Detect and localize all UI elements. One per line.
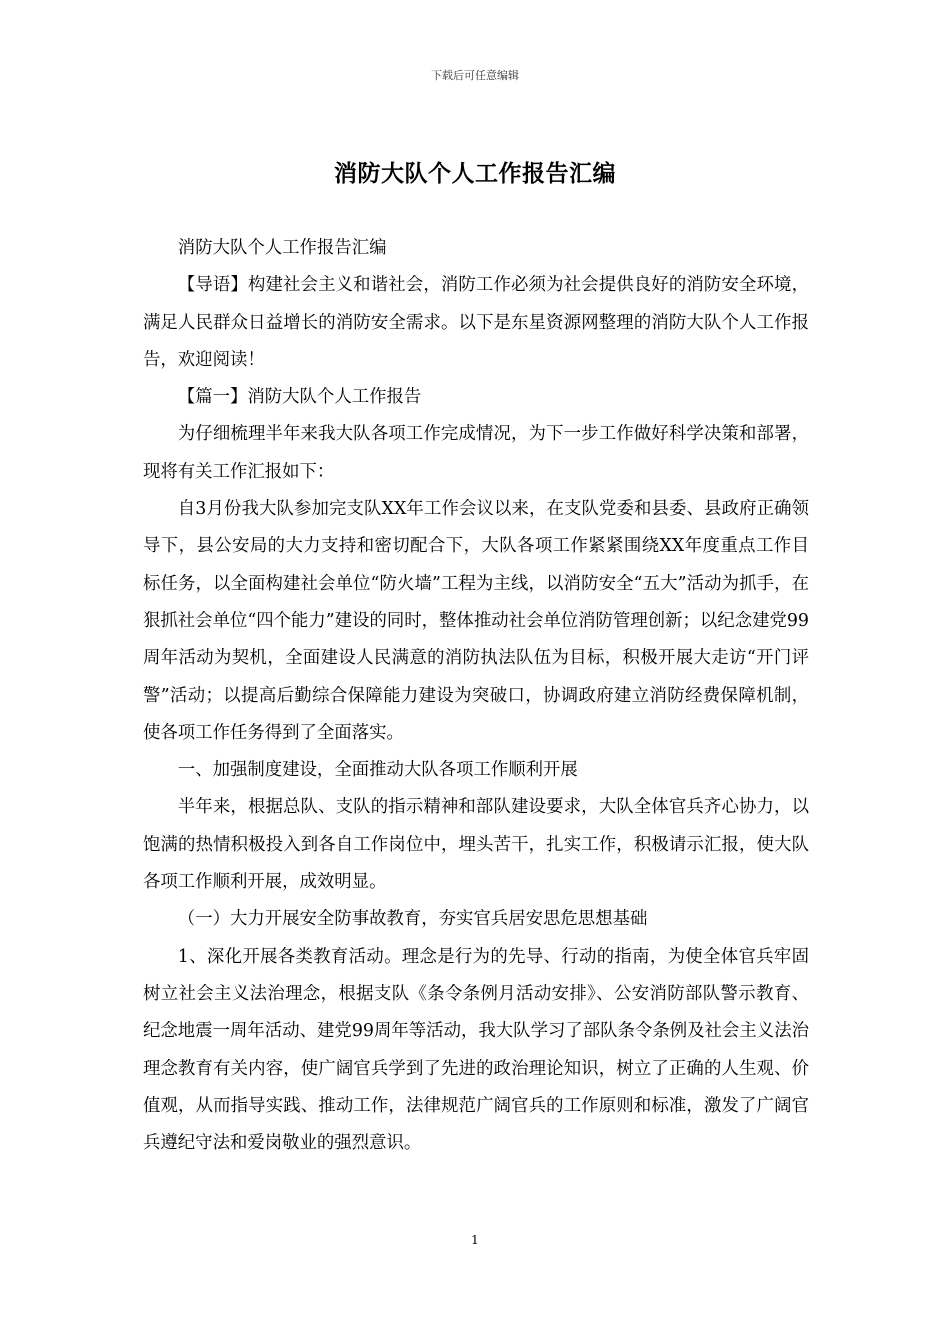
page-number: 1 — [471, 1233, 479, 1247]
paragraph-heading-1: 一、加强制度建设，全面推动大队各项工作顺利开展 — [177, 760, 578, 781]
paragraph-subtitle: 消防大队个人工作报告汇编 — [177, 238, 387, 258]
paragraph-section-heading: 【篇一】消防大队个人工作报告 — [177, 387, 422, 408]
paragraph: 半年来，根据总队、支队的指示精神和部队建设要求，大队全体官兵齐心协力，以饱满的热情积极投入到各自工作岗位中，埋头苦干，扎实工作，积极请示汇报，使大队各项工作顺利开展，成效明显。 — [143, 797, 809, 893]
paragraph: 自3月份我大队参加完支队XX年工作会议以来，在支队党委和县委、县政府正确领导下，县公安局的大力支持和密切配合下，大队各项工作紧紧围绕XX年度重点工作目标任务，以全面构建社会单位“防火墙”工程为主线，以消防安全“五大”活动为抓手，在狠抓社会单位“四个能力”建设的同时，整体推动社会单位消防管理创新；以纪念建党99周年活动为契机，全面建设人民满意的消防执法队伍为目标，积极开展大走访“开门评警”活动；以提高后勤综合保障能力建设为突破口，协调政府建立消防经费保障机制，使各项工作任务得到了全面落实。 — [143, 499, 809, 743]
paragraph-intro: 【导语】构建社会主义和谐社会，消防工作必须为社会提供良好的消防安全环境，满足人民群众日益增长的消防安全需求。以下是东星资源网整理的消防大队个人工作报告，欢迎阅读！ — [143, 275, 809, 370]
paragraph-heading-2: （一）大力开展安全防事故教育，夯实官兵居安思危思想基础 — [177, 909, 648, 930]
paragraph: 为仔细梳理半年来我大队各项工作完成情况，为下一步工作做好科学决策和部署，现将有关工作汇报如下： — [143, 424, 809, 482]
document-title: 消防大队个人工作报告汇编 — [334, 160, 616, 187]
paragraph: 1、深化开展各类教育活动。理念是行为的先导、行动的指南，为使全体官兵牢固树立社会主义法治理念，根据支队《条令条例月活动安排》、公安消防部队警示教育、纪念地震一周年活动、建党99周年等活动，我大队学习了部队条令条例及社会主义法治理念教育有关内容，使广阔官兵学到了先进的政治理论知识，树立了正确的人生观、价值观，从而指导实践、推动工作，法律规范广阔官兵的工作原则和标准，激发了广阔官兵遵纪守法和爱岗敬业的强烈意识。 — [143, 946, 809, 1154]
page-header-note: 下载后可任意编辑 — [431, 69, 519, 82]
document-body — [143, 230, 809, 1162]
